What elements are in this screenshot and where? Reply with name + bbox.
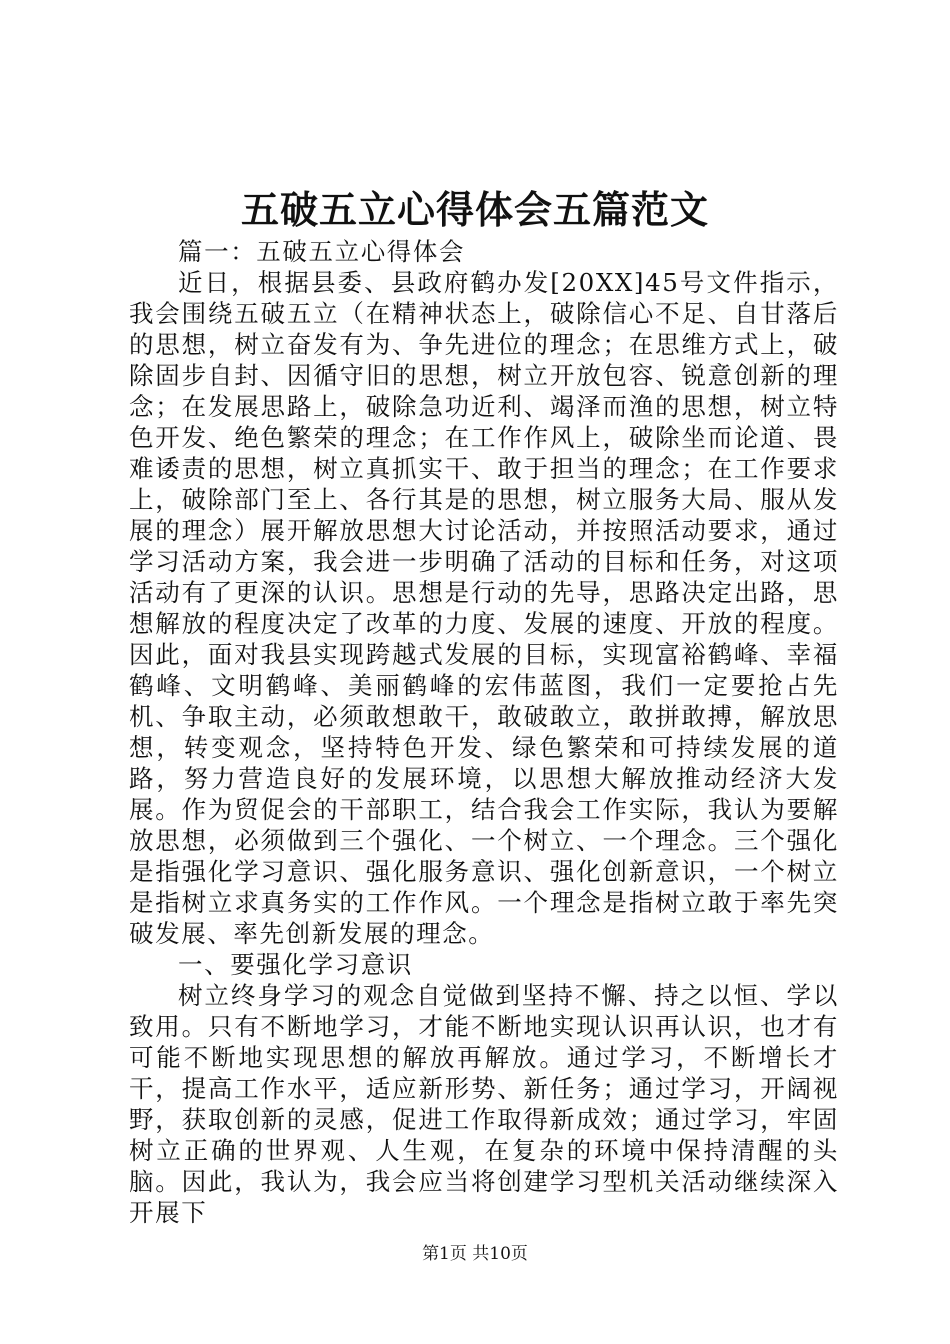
section-heading: 一、要强化学习意识 [178,950,413,979]
document-body [129,236,839,1228]
section-heading: 篇一：五破五立心得体会 [178,237,466,266]
page-number-footer: 第1页 共10页 [422,1244,528,1264]
body-paragraph: 近日，根据县委、县政府鹤办发[20XX]45号文件指示，我会围绕五破五立（在精神状态上，破除信心不足、自甘落后的思想，树立奋发有为、争先进位的理念；在思维方式上，破除固步自封、因循守旧的思想，树立开放包容、锐意创新的理念；在发展思路上，破除急功近利、竭泽而渔的思想，树立特色开发、绝色繁荣的理念；在工作作风上，破除坐而论道、畏难诿责的思想，树立真抓实干、敢于担当的理念；在工作要求上，破除部门至上、各行其是的思想，树立服务大局、服从发展的理念）展开解放思想大讨论活动，并按照活动要求，通过学习活动方案，我会进一步明确了活动的目标和任务，对这项活动有了更深的认识。思想是行动的先导，思路决定出路，思想解放的程度决定了改革的力度、发展的速度、开放的程度。因此，面对我县实现跨越式发展的目标，实现富裕鹤峰、幸福鹤峰、文明鹤峰、美丽鹤峰的宏伟蓝图，我们一定要抢占先机、争取主动，必须敢想敢干，敢破敢立，敢拼敢搏，解放思想，转变观念，坚持特色开发、绿色繁荣和可持续发展的道路，努力营造良好的发展环境，以思想大解放推动经济大发展。作为贸促会的干部职工，结合我会工作实际，我认为要解放思想，必须做到三个强化、一个树立、一个理念。三个强化是指强化学习意识、强化服务意识、强化创新意识，一个树立是指树立求真务实的工作作风。一个理念是指树立敢于率先突破发展、率先创新发展的理念。 [129,268,839,948]
body-paragraph: 树立终身学习的观念自觉做到坚持不懈、持之以恒、学以致用。只有不断地学习，才能不断地实现认识再认识，也才有可能不断地实现思想的解放再解放。通过学习，不断增长才干，提高工作水平，适应新形势、新任务；通过学习，开阔视野，获取创新的灵感，促进工作取得新成效；通过学习，牢固树立正确的世界观、人生观，在复杂的环境中保持清醒的头脑。因此，我认为，我会应当将创建学习型机关活动继续深入开展下 [129,981,839,1227]
document-title: 五破五立心得体会五篇范文 [240,187,709,232]
